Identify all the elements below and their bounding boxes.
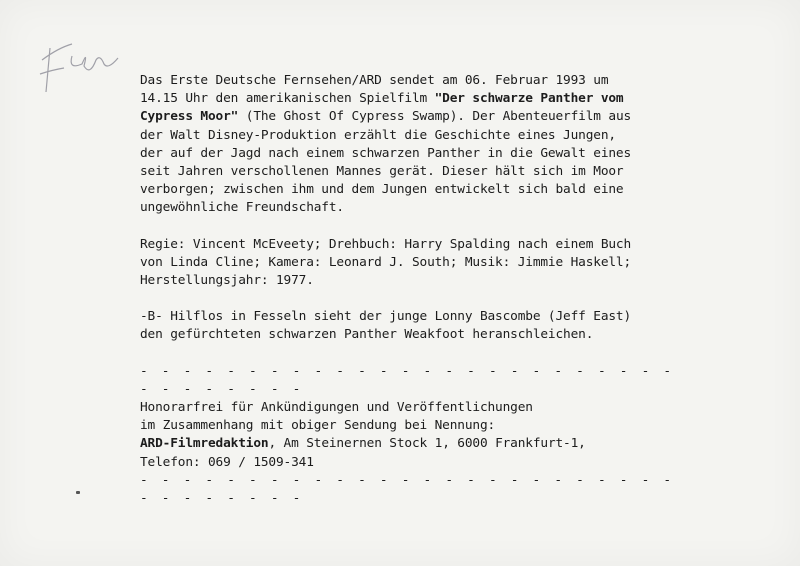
synopsis-intro: Das Erste Deutsche Fernsehen/ARD sendet am 06. Februar 1993 um 14.15 Uhr den amerikanischen Spielfilm <box>140 73 609 107</box>
synopsis-body: (The Ghost Of Cypress Swamp). Der Abenteuerfilm aus der Walt Disney-Produktion erzählt die Geschichte eines Jungen, der auf der Jagd nach einem schwarzen Panther in die Gewalt eines seit Jahren verschollenen Mannes gerät. Dieser hält sich im Moor verborgen; zwischen ihm und dem Jungen entwickelt sich bald eine ungewöhnliche Freundschaft. <box>140 109 632 216</box>
credits-paragraph: Regie: Vincent McEveety; Drehbuch: Harry Spalding nach einem Buch von Linda Cline; Kamera: Leonard J. South; Musik: Jimmie Haskell; Herstellungsjahr: 1977. <box>140 236 632 289</box>
film-title: "Der schwarze Panther vom Cypress Moor" <box>140 91 624 125</box>
photo-caption: -B- Hilflos in Fesseln sieht der junge Lonny Bascombe (Jeff East) den gefürchteten schwarzen Panther Weakfoot heranschleichen. <box>140 309 632 343</box>
press-release-text <box>140 72 686 508</box>
organization-name: ARD-Filmredaktion <box>140 436 269 452</box>
usage-notice <box>140 399 680 472</box>
notice-text: Honorarfrei für Ankündigungen und Veröffentlichungen im Zusammenhang mit obiger Sendung bei Nennung: <box>140 400 533 434</box>
dashed-divider-top: - - - - - - - - - - - - - - - - - - - - - - - - - - - - - - - - - <box>140 363 686 397</box>
ink-speck <box>76 491 80 494</box>
synopsis-paragraph <box>140 72 680 218</box>
contact-address: , Am Steinernen Stock 1, 6000 Frankfurt-1, Telefon: 069 / 1509-341 <box>140 436 586 470</box>
dashed-divider-bottom: - - - - - - - - - - - - - - - - - - - - - - - - - - - - - - - - - <box>140 472 686 507</box>
handwritten-signature <box>38 30 138 100</box>
